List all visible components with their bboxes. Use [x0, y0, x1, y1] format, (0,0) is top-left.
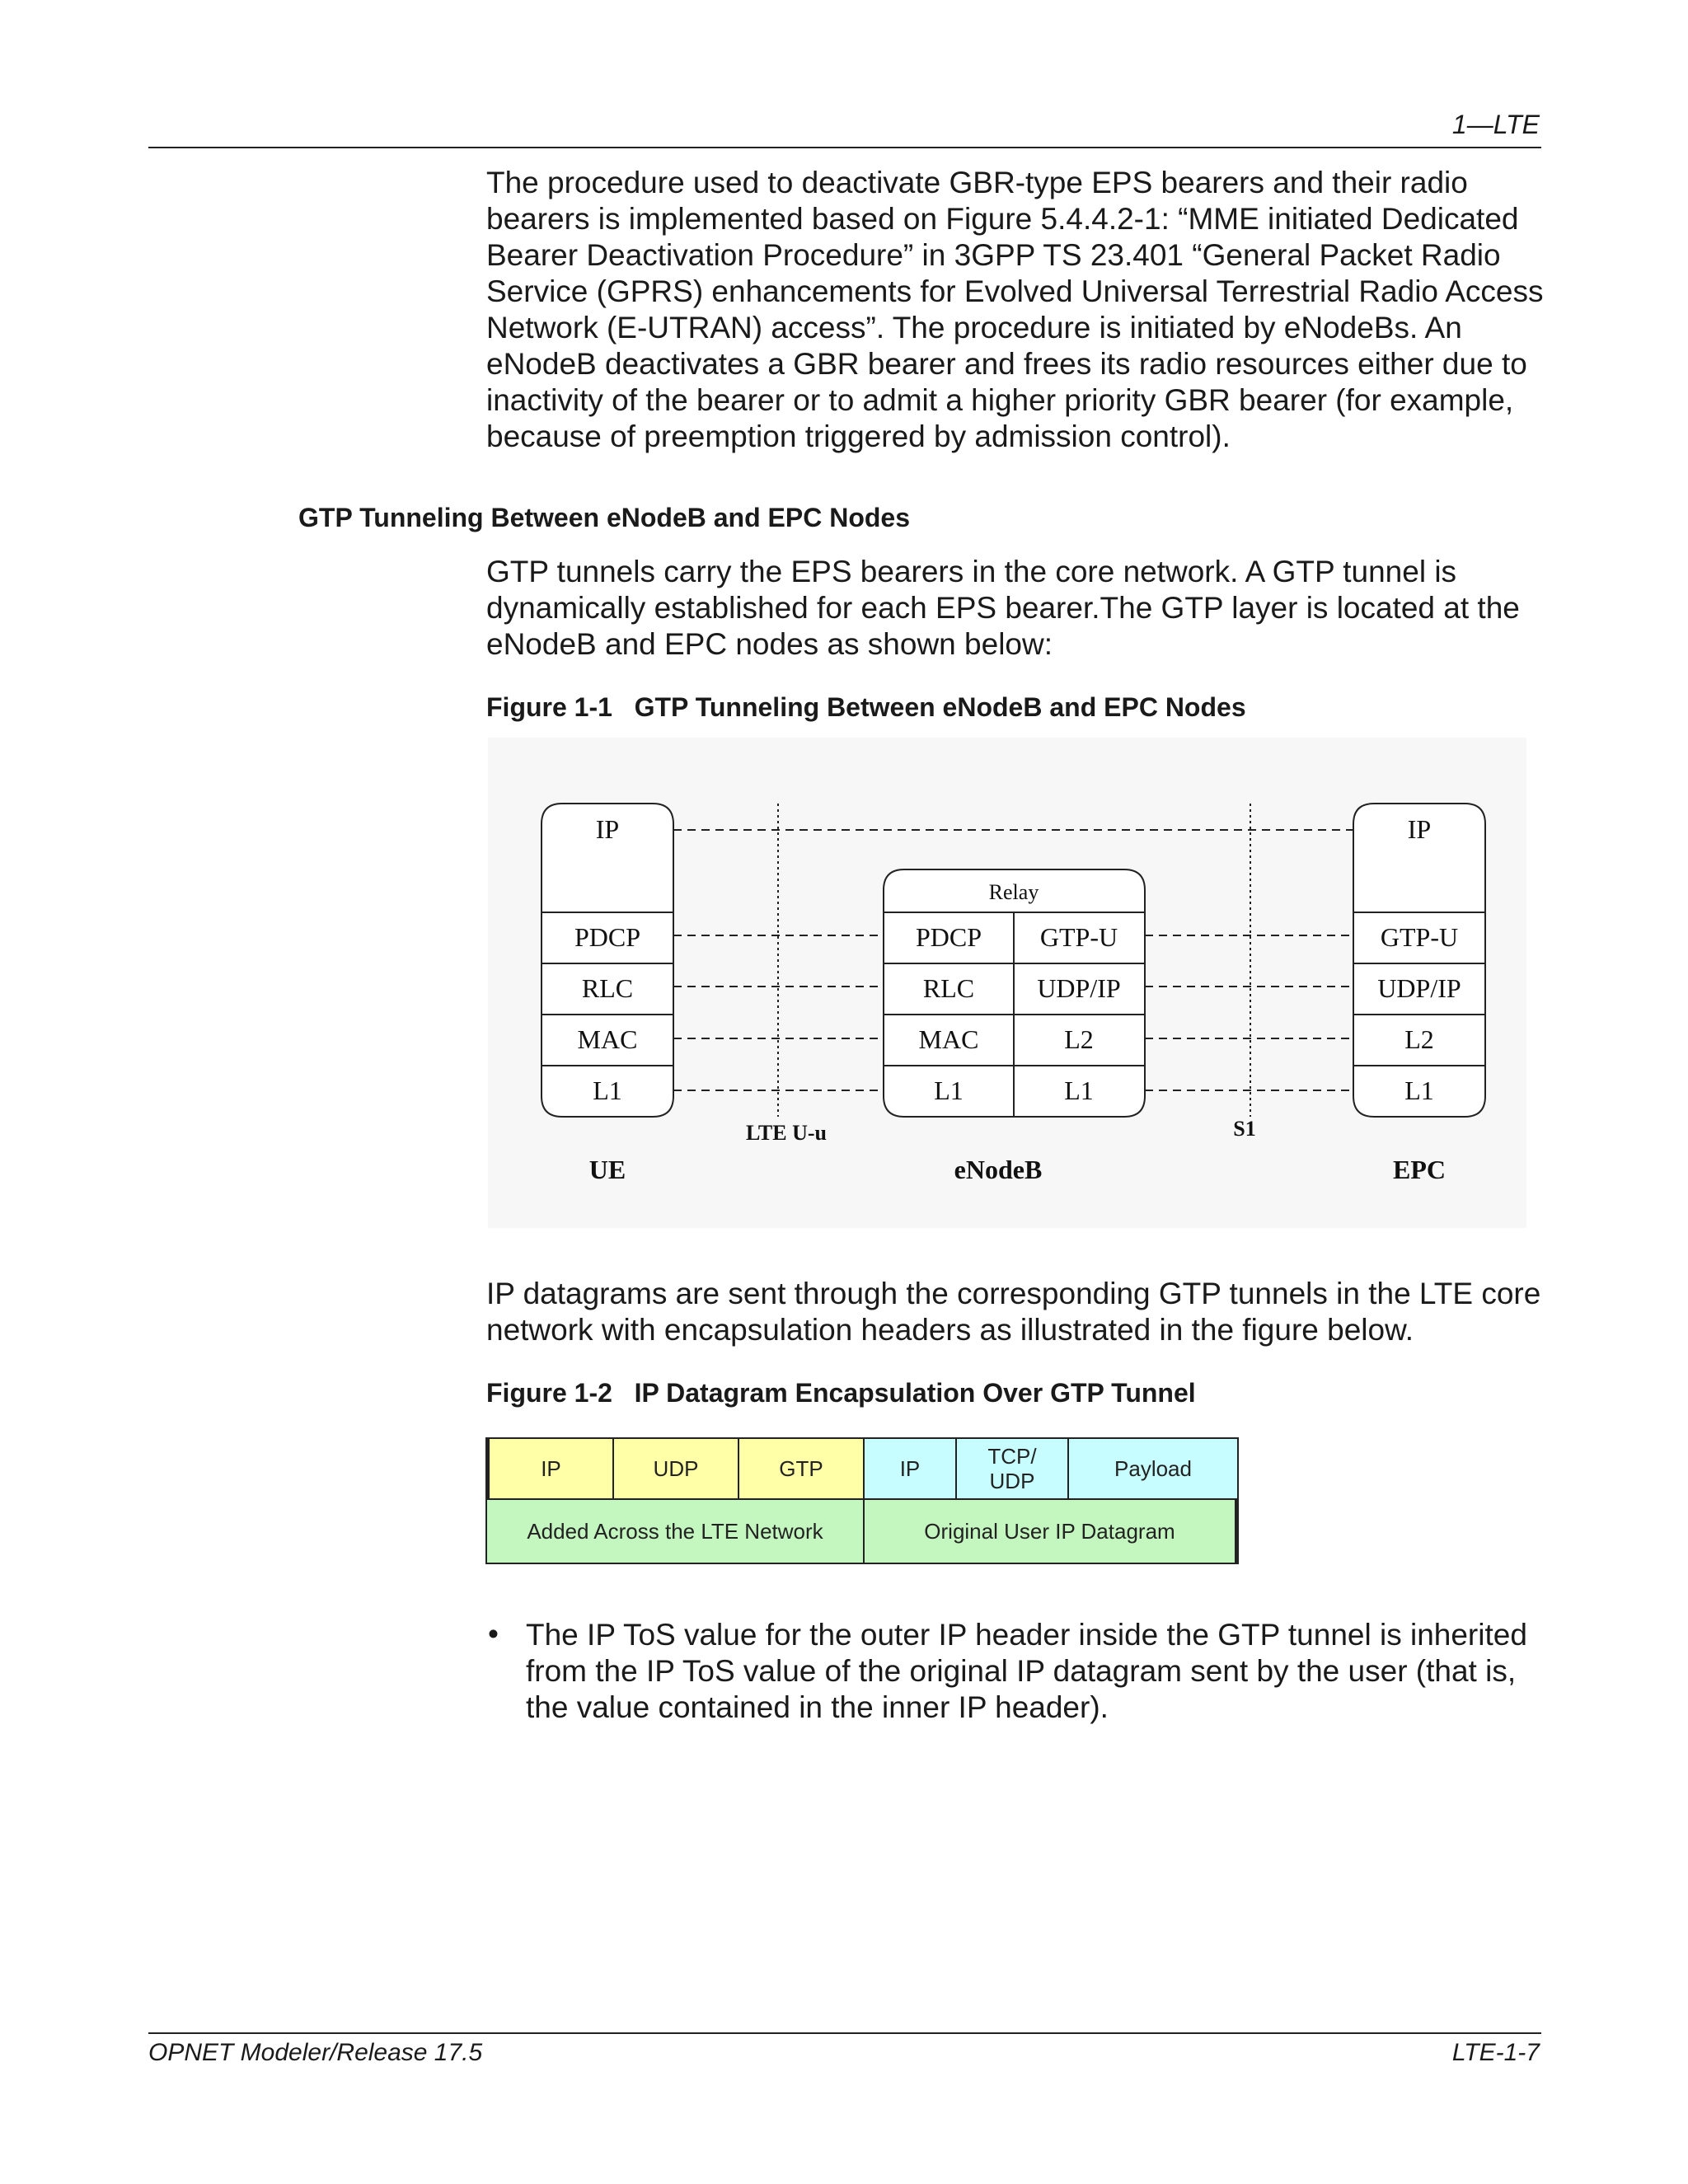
gtp-paragraph: GTP tunnels carry the EPS bearers in the core network. A GTP tunnel is dynamically established for each EPS bearer.The GTP layer is located at the eNodeB and EPC nodes as shown below:	[486, 555, 1520, 661]
intro-paragraph: The procedure used to deactivate GBR-type EPS bearers and their radio bearers is implemented based on Figure 5.4.4.2-1: “MME initiated Dedicated Bearer Deactivation Procedure” in 3GPP TS 23.401 “General Packet Radio Service (GPRS) enhancements for Evolved Universal Terrestrial Radio Access Network (E-UTRAN) access”. The procedure is initiated by eNodeBs. An eNodeB deactivates a GBR bearer and frees its radio resources either due to inactivity of the bearer or to admit a higher priority GBR bearer (for example, because of preemption triggered by admission control).	[486, 166, 1544, 453]
gtp-cell: GTP	[738, 1437, 865, 1500]
encapsulation-table	[485, 1437, 1239, 1564]
figure2-caption: Figure 1-2 IP Datagram Encapsulation Over GTP Tunnel	[486, 1378, 1196, 1408]
s1-interface-label: S1	[1233, 1117, 1256, 1141]
enodeb-rlc-label: RLC	[922, 973, 975, 1003]
uu-interface-label: LTE U-u	[745, 1121, 828, 1145]
epc-stack	[1353, 804, 1485, 1117]
enodeb-l1-left-label: L1	[934, 1076, 964, 1105]
enodeb-l2-label: L2	[1064, 1024, 1094, 1054]
ue-stack	[542, 804, 673, 1117]
ue-l1-label: L1	[593, 1076, 622, 1105]
payload-cell: Payload	[1067, 1437, 1239, 1500]
ue-rlc-label: RLC	[581, 973, 634, 1003]
epc-node-label: EPC	[1393, 1155, 1446, 1184]
outer-ip-cell: IP	[485, 1437, 614, 1500]
header-rule	[148, 147, 1541, 148]
ue-pdcp-label: PDCP	[574, 922, 641, 952]
enodeb-gtpu-label: GTP-U	[1039, 922, 1118, 952]
original-datagram-cell: Original User IP Datagram	[863, 1498, 1239, 1564]
enodeb-pdcp-label: PDCP	[915, 922, 982, 952]
bullet-text: The IP ToS value for the outer IP header inside the GTP tunnel is inherited from the IP ToS value of the original IP datagram sent by the user (that is, the value contained in the inner IP header).	[526, 1618, 1527, 1724]
running-header: 1—LTE	[1451, 110, 1540, 139]
datagram-paragraph: IP datagrams are sent through the corresponding GTP tunnels in the LTE core network with encapsulation headers as illustrated in the figure below.	[486, 1277, 1541, 1347]
inner-ip-cell: IP	[863, 1437, 957, 1500]
enodeb-l1-right-label: L1	[1064, 1076, 1094, 1105]
epc-gtpu-label: GTP-U	[1380, 922, 1459, 952]
udp-cell: UDP	[612, 1437, 739, 1500]
footer-product: OPNET Modeler/Release 17.5	[148, 2039, 483, 2066]
footer-page-number: LTE-1-7	[1451, 2039, 1540, 2066]
footer-rule	[148, 2032, 1541, 2034]
protocol-stack-figure	[488, 738, 1526, 1228]
relay-label: Relay	[988, 880, 1039, 904]
ue-ip-label: IP	[595, 814, 620, 844]
figure1-caption: Figure 1-1 GTP Tunneling Between eNodeB and EPC Nodes	[486, 692, 1246, 722]
ue-mac-label: MAC	[577, 1024, 638, 1054]
section-heading: GTP Tunneling Between eNodeB and EPC Nodes	[298, 503, 911, 532]
epc-l1-label: L1	[1404, 1076, 1434, 1105]
epc-l2-label: L2	[1404, 1024, 1434, 1054]
epc-udpip-label: UDP/IP	[1377, 973, 1461, 1003]
bullet-marker: •	[488, 1617, 499, 1651]
ue-node-label: UE	[588, 1155, 626, 1184]
enodeb-udpip-label: UDP/IP	[1037, 973, 1121, 1003]
added-across-lte-cell: Added Across the LTE Network	[485, 1498, 865, 1564]
enodeb-mac-label: MAC	[918, 1024, 979, 1054]
enodeb-node-label: eNodeB	[954, 1155, 1043, 1184]
tcp-udp-cell: TCP/ UDP	[955, 1437, 1069, 1500]
epc-ip-label: IP	[1407, 814, 1432, 844]
